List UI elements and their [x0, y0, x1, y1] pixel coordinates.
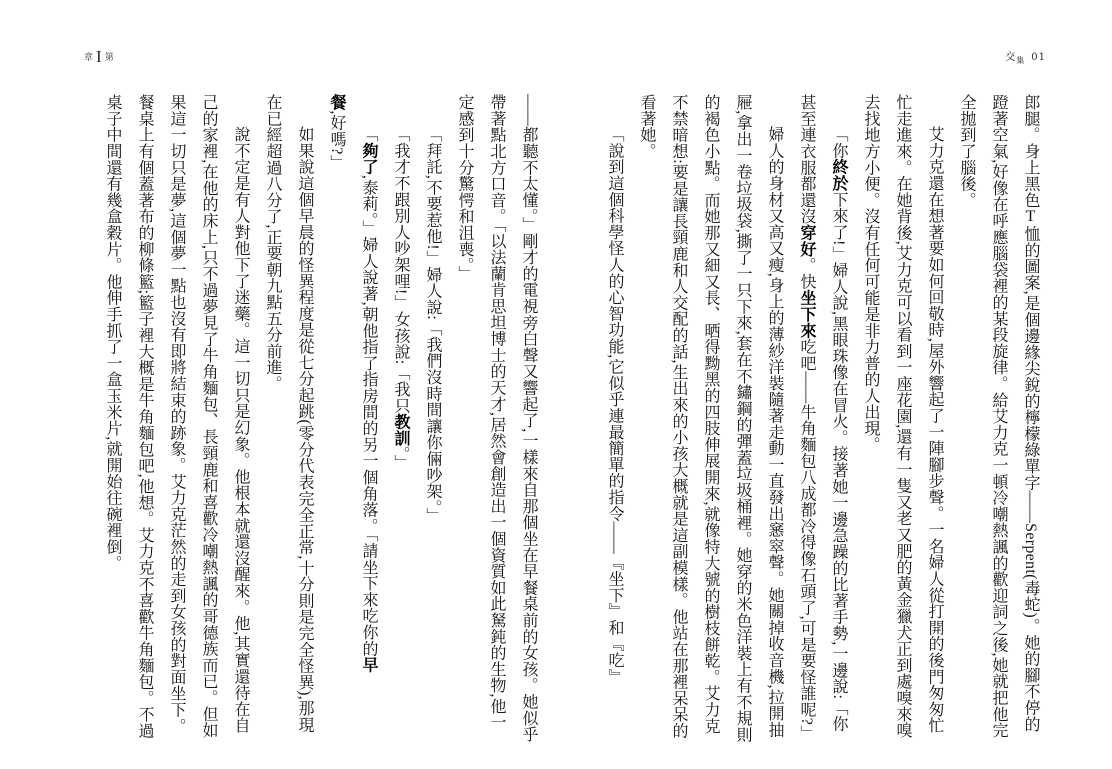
emphasis-text: 坐下來 [798, 289, 815, 339]
left-running-head [84, 47, 115, 66]
running-head-char: 章 [84, 52, 95, 62]
text-run: 婦人的身材又高又瘦,身上的薄紗洋裝隨著走動一直發出窸窣聲。她關掉收音機,拉開抽屜,拿出一卷垃圾袋,撕了一只下來,套在不鏽鋼的彈蓋垃圾桶裡。她穿的米色洋裝上有不規則的褐色小點。而她那又細又長、晒得黝黑的四肢伸展開來,就像特大號的樹枝餅乾。艾力克不禁暗想:要是讓長頸鹿和人交配的話,生出來的小孩大概就是這副模樣。他站在那裡呆呆的看著她。 [638, 94, 783, 743]
paragraph [790, 94, 854, 746]
text-run: 恤的圖案,是個邊緣尖銳的檸檬綠單字——Serpent(毒蛇)。她的腳不停的蹬著空氣,好像在呼應腦袋裡的某段旋律。給艾力克一頓冷嘲熱諷的歡迎詞之後,她就把他完全拋到了腦後。 [958, 94, 1039, 739]
text-run: 說不定是有人對他下了迷藥。這一切只是幻象。他根本就還沒醒來。他,其實還待在自己的家裡,在他的床上,只不過夢見了牛角麵包、長頸鹿和喜歡冷嘲熱諷的哥德族而已。但如果這一切只是夢,這個夢一點也沒有即將結束的跡象。艾力克茫然的走到女孩的對面坐下。餐桌上有個蓋著布的柳條籃;籃子裡大概是牛角麵包吧,他想。艾力克不喜歡牛角麵包。不過桌子中間還有幾盒穀片。他伸手抓了一盒玉米片,就開始往碗裡倒。 [104, 94, 249, 739]
text-run: 艾力克還在想著要如何回敬時,屋外響起了一陣腳步聲。一名婦人從打開的後門匆匆忙忙走進來。在她背後,艾力克可以看到一座花園,還有一隻又老又肥的黃金獵犬正到處嗅來嗅去找地方小便。沒有任何可能是非力普的人出現。 [862, 94, 943, 739]
chapter-numeral: I [96, 47, 103, 66]
paragraph [950, 94, 1046, 746]
text-run: 「 [360, 126, 377, 143]
book-title-char: 交 [1005, 52, 1017, 63]
text-run: ——都聽不太懂。」剛才的電視旁白聲又響起了,一樣來自那個坐在早餐桌前的女孩。她似乎帶著點北方口音。「以法蘭肯思坦博士的天才,居然會創造出一個資質如此駑鈍的生物,他一定感到十分驚愕和沮喪。」 [456, 94, 537, 743]
paragraph [96, 94, 256, 746]
text-run: T [1022, 208, 1039, 226]
emphasis-text: 教訓 [392, 413, 409, 447]
paragraph [384, 94, 416, 746]
emphasis-text: 早餐 [328, 94, 377, 673]
paragraph [448, 94, 544, 746]
running-head-char: 第 [104, 52, 115, 62]
right-page-text [562, 94, 1046, 746]
text-run: 。快 [798, 257, 815, 290]
text-run: 郎腿。身上黑色 [1022, 94, 1039, 209]
paragraph [630, 94, 790, 746]
left-page-text [66, 94, 544, 746]
text-run: 「說到這個科學怪人的心智功能,它似乎連最簡單的指令——『坐下』和『吃』 [606, 126, 623, 685]
paragraph [256, 94, 320, 746]
page-number: 01 [1031, 52, 1046, 63]
text-run: 下來了!」婦人說,黑眼珠像在冒火。接著她一邊急躁的比著手勢,一邊說:「你甚至連衣服都還沒 [798, 94, 847, 732]
text-run: 「你 [830, 126, 847, 159]
book-title-char: 集 [1016, 56, 1026, 65]
text-run: 「拜託,不要惹他!」婦人說:「我們沒時間讓你倆吵架。」 [424, 126, 441, 524]
right-page [556, 0, 1112, 769]
right-running-head [1005, 48, 1046, 66]
emphasis-text: 夠了 [360, 142, 377, 175]
emphasis-text: 終於 [830, 158, 847, 192]
paragraph [598, 94, 630, 746]
text-run: 。」 [392, 446, 409, 471]
text-run: 如果說這個早晨的怪異程度是從七分起跳(零分代表完全正常,十分則是完全怪異),那現在已經超過八分了,正要朝九點五分前進。 [264, 94, 313, 733]
paragraph [854, 94, 950, 746]
text-run: 「我才不跟別人吵架哩!」女孩說:「我只 [392, 126, 409, 414]
text-run: 吃吧——牛角麵包八成都冷得像石頭了,可是要怪誰呢?」 [798, 338, 815, 742]
emphasis-text: 穿好 [798, 224, 815, 258]
text-run: ,好嗎?」 [328, 110, 345, 171]
paragraph [320, 94, 384, 746]
text-run: ,泰莉。」婦人說著,朝他指了指房間的另一個角落。「請坐下來吃你的 [360, 174, 377, 657]
paragraph [416, 94, 448, 746]
